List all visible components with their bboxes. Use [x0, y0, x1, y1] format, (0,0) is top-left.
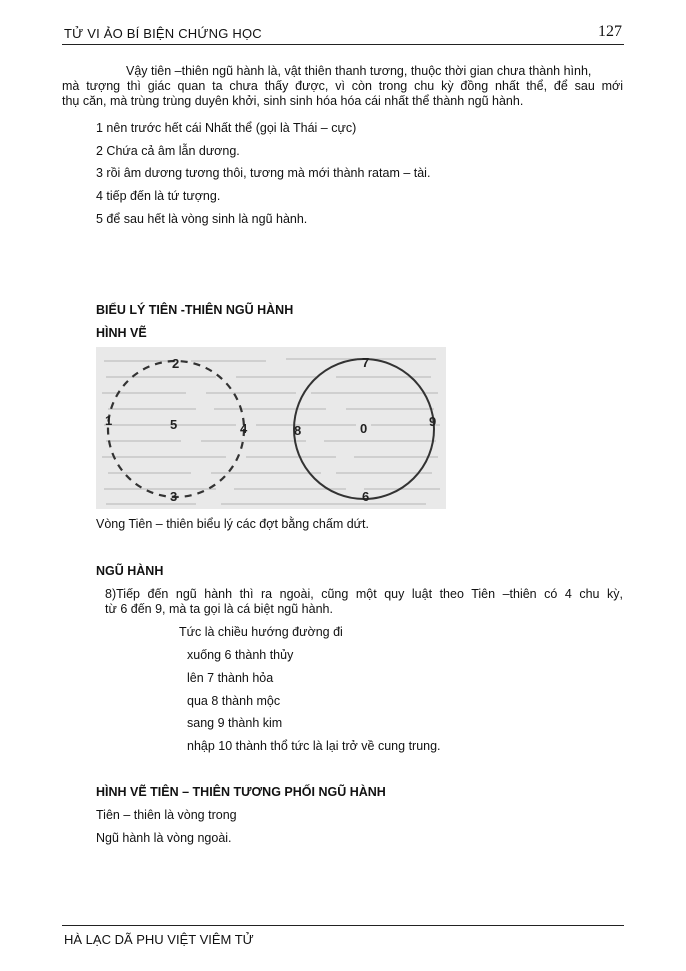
direction-item-1: xuống 6 thành thủy	[187, 648, 294, 662]
left-circle-label-center: 5	[170, 417, 178, 432]
tuong-phoi-line-1: Tiên – thiên là vòng trong	[96, 808, 237, 822]
step-2: 2 Chứa cả âm lẫn dương.	[96, 144, 240, 158]
step-5: 5 để sau hết là vòng sinh là ngũ hành.	[96, 212, 308, 226]
section-heading-tuong-phoi: HÌNH VẼ TIÊN – THIÊN TƯƠNG PHỐI NGŨ HÀNH	[96, 785, 386, 799]
left-circle-label-bottom: 3	[170, 489, 178, 504]
intro-line-3: thụ căn, mà trùng trùng duyên khởi, sinh sinh hóa hóa cái nhất thể thành ngũ hành.	[62, 94, 524, 108]
header-title: TỬ VI ẢO BÍ BIỆN CHỨNG HỌC	[64, 26, 262, 41]
running-footer	[62, 925, 624, 947]
direction-item-4: sang 9 thành kim	[187, 716, 283, 730]
section-heading-ngu-hanh: NGŨ HÀNH	[96, 564, 164, 578]
section-heading-bieu-ly: BIỂU LÝ TIÊN -THIÊN NGŨ HÀNH	[96, 303, 294, 317]
intro-line-1: Vậy tiên –thiên ngũ hành là, vật thiên thanh tương, thuộc thời gian chưa thành hình,	[126, 64, 592, 78]
ngu-hanh-para-line-1: 8)Tiếp đến ngũ hành thì ra ngoài, cũng một quy luật theo Tiên –thiên có 4 chu kỳ,	[105, 587, 623, 601]
ngu-hanh-para-line-2: từ 6 đến 9, mà ta gọi là cá biệt ngũ hành.	[105, 602, 333, 616]
step-1: 1 nên trước hết cái Nhất thể (gọi là Thái – cực)	[96, 121, 357, 135]
right-circle-label-right: 9	[429, 414, 437, 429]
running-header	[62, 24, 624, 45]
right-circle-label-left: 8	[294, 423, 302, 438]
page-number: 127	[598, 23, 622, 40]
step-4: 4 tiếp đến là tứ tượng.	[96, 189, 221, 203]
right-circle-label-center: 0	[360, 421, 368, 436]
direction-item-2: lên 7 thành hỏa	[187, 671, 274, 685]
circle-diagram-figure	[96, 347, 446, 509]
direction-item-3: qua 8 thành mộc	[187, 694, 281, 708]
right-circle-label-top: 7	[362, 355, 370, 370]
step-3: 3 rồi âm dương tương thôi, tương mà mới thành ratam – tài.	[96, 166, 431, 180]
direction-item-5: nhập 10 thành thổ tức là lại trở về cung trung.	[187, 739, 441, 753]
left-circle-label-right: 4	[240, 421, 248, 436]
left-circle-label-left: 1	[105, 413, 113, 428]
tuong-phoi-line-2: Ngũ hành là vòng ngoài.	[96, 831, 232, 845]
section-subheading-hinh-ve: HÌNH VẼ	[96, 326, 147, 340]
intro-line-2: mà tượng thì giác quan ta chưa thấy được, vì còn trong chu kỳ đồng nhất thể, để sau mới	[62, 79, 623, 93]
footer-text: HÀ LẠC DÃ PHU VIỆT VIÊM TỬ	[64, 932, 254, 947]
direction-lead: Tức là chiều hướng đường đi	[179, 625, 343, 639]
right-circle-label-bottom: 6	[362, 489, 370, 504]
scanned-figure-background	[96, 347, 446, 509]
figure-caption: Vòng Tiên – thiên biểu lý các đợt bằng chấm dứt.	[96, 517, 369, 531]
left-circle-label-top: 2	[172, 356, 180, 371]
